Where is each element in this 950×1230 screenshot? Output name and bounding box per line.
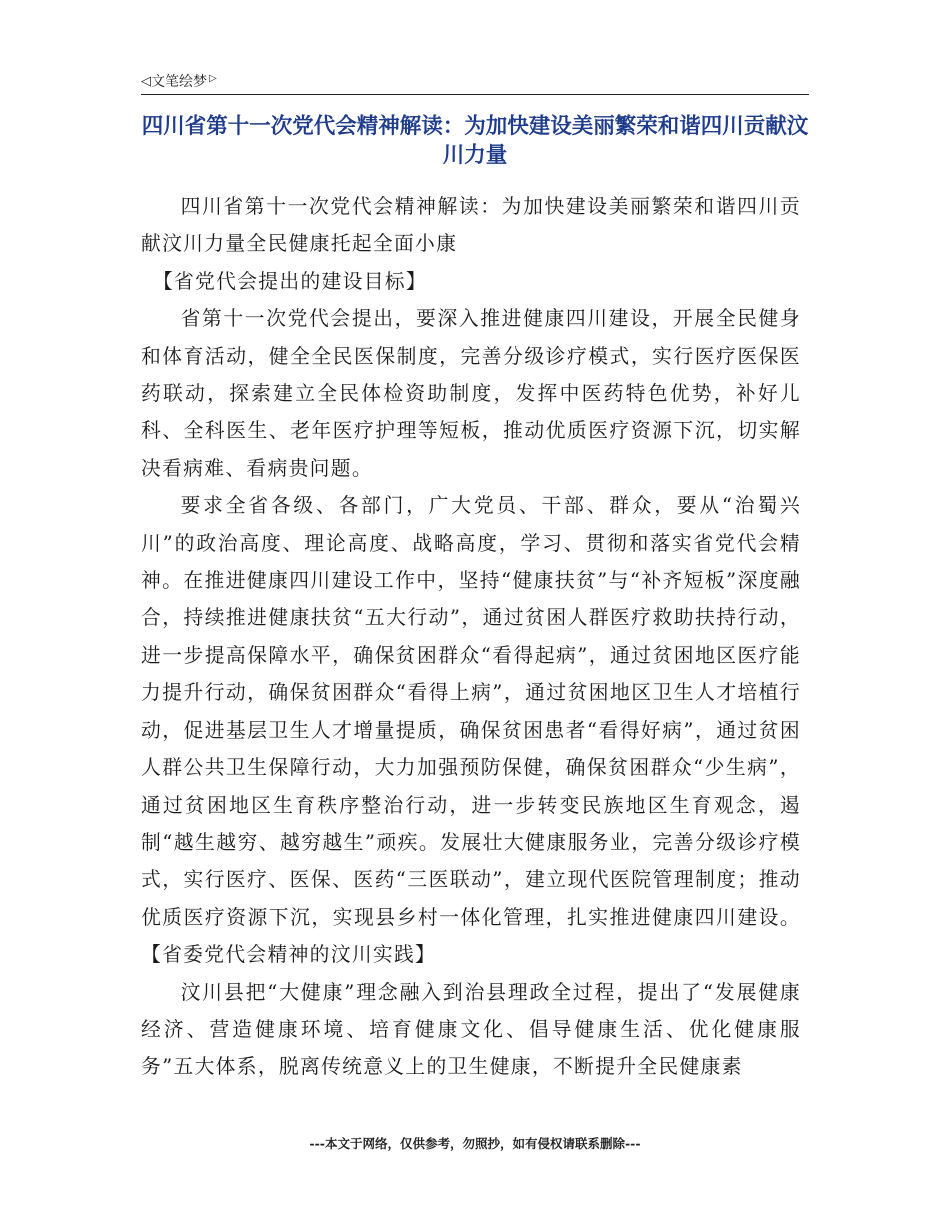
document-body — [141, 188, 801, 1086]
right-triangle-icon: ▷ — [209, 73, 217, 84]
section-heading-goals: 【省党代会提出的建设目标】 — [152, 269, 427, 293]
document-title: 四川省第十一次党代会精神解读：为加快建设美丽繁荣和谐四川贡献汶川力量 — [141, 114, 809, 168]
paragraph-wenchuan-practice: 汶川县把“大健康”理念融入到治县理政全过程，提出了“发展健康经济、营造健康环境、培育健康文化、倡导健康生活、优化健康服务”五大体系，脱离传统意义上的卫生健康，不断提升全民健康素 — [141, 980, 801, 1079]
left-triangle-icon: ◁ — [141, 74, 151, 89]
page-footer-disclaimer: ---本文于网络，仅供参考，勿照抄，如有侵权请联系删除--- — [309, 1136, 641, 1151]
paragraph-intro: 四川省第十一次党代会精神解读：为加快建设美丽繁荣和谐四川贡献汶川力量全民健康托起全面小康 — [141, 195, 801, 256]
page-header — [141, 70, 809, 95]
paragraph-goals: 省第十一次党代会提出，要深入推进健康四川建设，开展全民健身和体育活动，健全全民医保制度，完善分级诊疗模式，实行医疗医保医药联动，探索建立全民体检资助制度，发挥中医药特色优势，补好儿科、全科医生、老年医疗护理等短板，推动优质医疗资源下沉，切实解决看病难、看病贵问题。 — [141, 307, 801, 480]
header-brand: 文笔绘梦 — [151, 74, 207, 90]
paragraph-requirements: 要求全省各级、各部门，广大党员、干部、群众，要从“治蜀兴川”的政治高度、理论高度、战略高度，学习、贯彻和落实省党代会精神。在推进健康四川建设工作中，坚持“健康扶贫”与“补齐短板”深度融合，持续推进健康扶贫“五大行动”，通过贫困人群医疗救助扶持行动，进一步提高保障水平，确保贫困群众“看得起病”，通过贫困地区医疗能力提升行动，确保贫困群众“看得上病”，通过贫困地区卫生人才培植行动，促进基层卫生人才增量提质，确保贫困患者“看得好病”，通过贫困人群公共卫生保障行动，大力加强预防保健，确保贫困群众“少生病”，通过贫困地区生育秩序整治行动，进一步转变民族地区生育观念，遏制“越生越穷、越穷越生”顽疾。发展壮大健康服务业，完善分级诊疗模式，实行医疗、医保、医药“三医联动”，建立现代医院管理制度；推动优质医疗资源下沉，实现县乡村一体化管理，扎实推进健康四川建设。【省委党代会精神的汶川实践】 — [141, 494, 801, 967]
